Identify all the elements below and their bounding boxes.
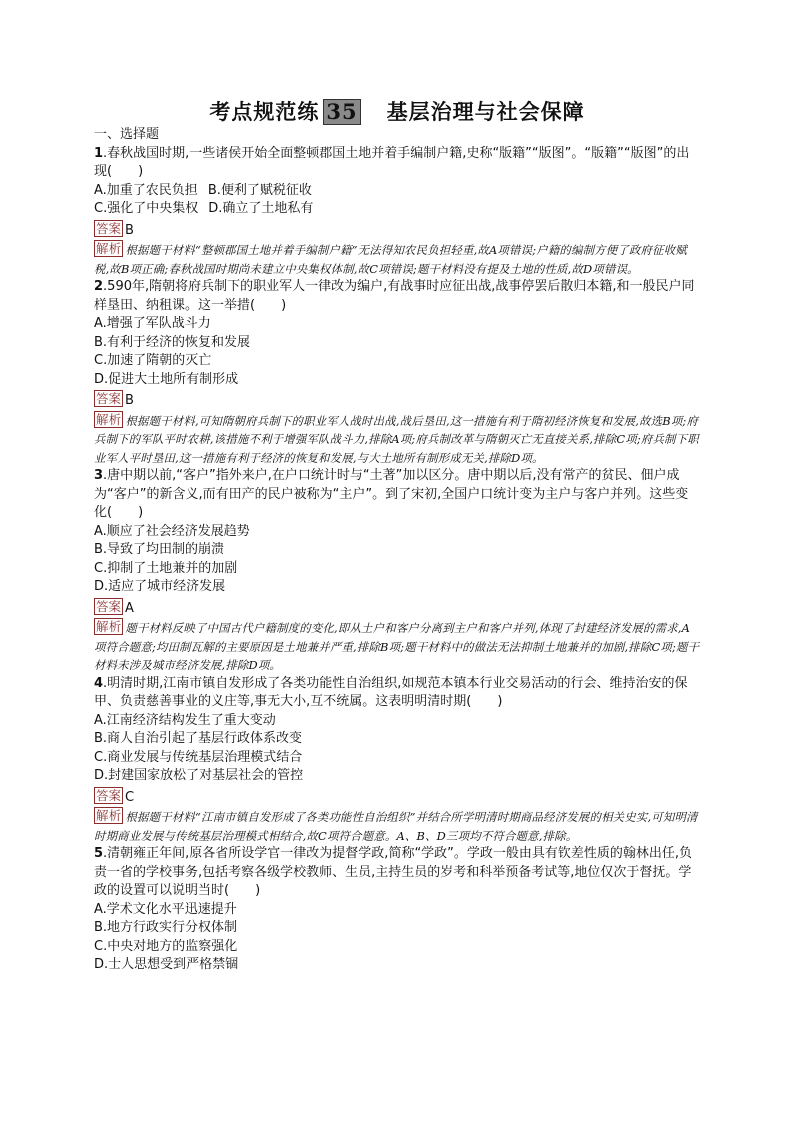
option-a: A.江南经济结构发生了重大变动 [94,712,276,728]
analysis-text: 解析 题干材料反映了中国古代户籍制度的变化,即从土户和客户分离到主户和客户并列,体现了封建经济发展的需求,A项符合题意;均田制瓦解的主要原因是土地兼并严重,排除B项;题干材料中的做法无法抑制土地兼并的加剧,排除C项;题干材料未涉及城市经济发展,排除D项。 [94,619,700,672]
option-b: B.地方行政实行分权体制 [94,920,238,935]
question-1 [94,145,700,279]
option-d: D.士人思想受到严格禁锢 [94,957,239,972]
analysis-tag: 解析 [96,411,122,427]
answer-tag: 答案 [96,598,122,614]
title-prefix: 考点规范练 [209,99,320,124]
section-heading: 一、选择题 [94,127,160,142]
answer-value: B [125,222,134,238]
analysis-tag: 解析 [96,619,122,634]
content [94,126,700,975]
option-d: D.促进大土地所有制形成 [94,371,239,387]
option-a: A.顺应了社会经济发展趋势 [94,523,250,539]
question-stem: 5.清朝雍正年间,原各省所设学官一律改为提督学政,简称“学政”。学政一般由具有钦差性质的翰林出任,负责一省的学校事务,包括考察各级学校教师、生员,主持生员的岁考和科举预备考试等,地位仅次于督抚。学政的设置可以说明当时( ) [94,846,693,898]
option-a: A.增强了军队战斗力 [94,316,211,331]
option-row [94,200,700,219]
title-suffix: 基层治理与社会保障 [386,99,585,124]
question-2 [94,278,700,467]
answer-tag: 答案 [96,220,122,236]
option-b: B.便利了赋税征收 [207,182,312,198]
analysis-text: 解析 根据题干材料,可知隋朝府兵制下的职业军人战时出战,战后垦田,这一措施有利于隋初经济恢复和发展,故选B项;府兵制下的军队平时农耕,该措施不利于增强军队战斗力,排除A项;府兵制改革与隋朝灭亡无直接关系,排除C项;府兵制下职业军人平时垦田,这一措施有利于经济的恢复和发展,与大土地所有制形成无关,排除D项。 [94,411,699,465]
question-stem: 1.春秋战国时期,一些诸侯开始全面整顿郡国土地并着手编制户籍,史称“版籍”“版图”。“版籍”“版图”的出现( ) [94,145,690,179]
analysis-text: 解析 根据题干材料“江南市镇自发形成了各类功能性自治组织”并结合所学明清时期商品经济发展的相关史实,可知明清时期商业发展与传统基层治理模式相结合,故C项符合题意。A、B、D三项均不符合题意,排除。 [94,808,698,843]
question-stem: 4.明清时期,江南市镇自发形成了各类功能性自治组织,如规范本镇本行业交易活动的行会、维持治安的保甲、负责慈善事业的义庄等,事无大小,互不统属。这表明明清时期( ) [94,675,688,709]
answer-line [94,787,700,808]
answer-value: B [125,393,134,408]
question-3 [94,467,700,675]
option-c: C.商业发展与传统基层治理模式结合 [94,749,303,765]
option-d: D.封建国家放松了对基层社会的管控 [94,768,304,783]
answer-tag: 答案 [96,787,122,803]
question-4 [94,675,700,846]
question-5 [94,845,700,975]
answer-line [94,598,700,619]
option-d: D.适应了城市经济发展 [94,579,226,594]
title-number-badge: 35 [323,99,360,125]
option-c: C.强化了中央集权 [94,201,199,216]
question-stem: 2.590年,隋朝将府兵制下的职业军人一律改为编户,有战事时应征出战,战事停罢后散归本籍,和一般民户同样垦田、纳租课。这一举措( ) [94,279,695,313]
analysis-tag: 解析 [96,808,122,823]
option-d: D.确立了土地私有 [208,201,314,216]
option-b: B.商人自治引起了基层行政体系改变 [94,731,303,746]
answer-tag: 答案 [96,391,122,406]
option-b: B.有利于经济的恢复和发展 [94,334,251,350]
question-stem: 3.唐中期以前,“客户”指外来户,在户口统计时与“土著”加以区分。唐中期以后,没有常产的贫民、佃户成为“客户”的新含义,而有田产的民户被称为“主户”。到了宋初,全国户口统计变为主户与客户并列。这些变化( ) [94,468,689,520]
option-c: C.抑制了土地兼并的加剧 [94,560,238,576]
answer-value: A [125,600,134,616]
option-b: B.导致了均田制的崩溃 [94,542,225,557]
option-a: A.加重了农民负担 [94,182,198,198]
page-title [0,96,794,126]
analysis-text: 解析 根据题干材料“整顿郡国土地并着手编制户籍”无法得知农民负担轻重,故A项错误;户籍的编制方便了政府征收赋税,故B项正确;春秋战国时期尚未建立中央集权体制,故C项错误;题干材料没有提及土地的性质,故D项错误。 [94,241,687,276]
option-row [94,182,700,201]
option-c: C.中央对地方的监察强化 [94,938,238,954]
option-a: A.学术文化水平迅速提升 [94,901,237,917]
answer-line [94,390,700,411]
analysis-tag: 解析 [96,241,122,256]
answer-line [94,220,700,241]
answer-value: C [125,789,135,805]
option-c: C.加速了隋朝的灭亡 [94,353,212,368]
